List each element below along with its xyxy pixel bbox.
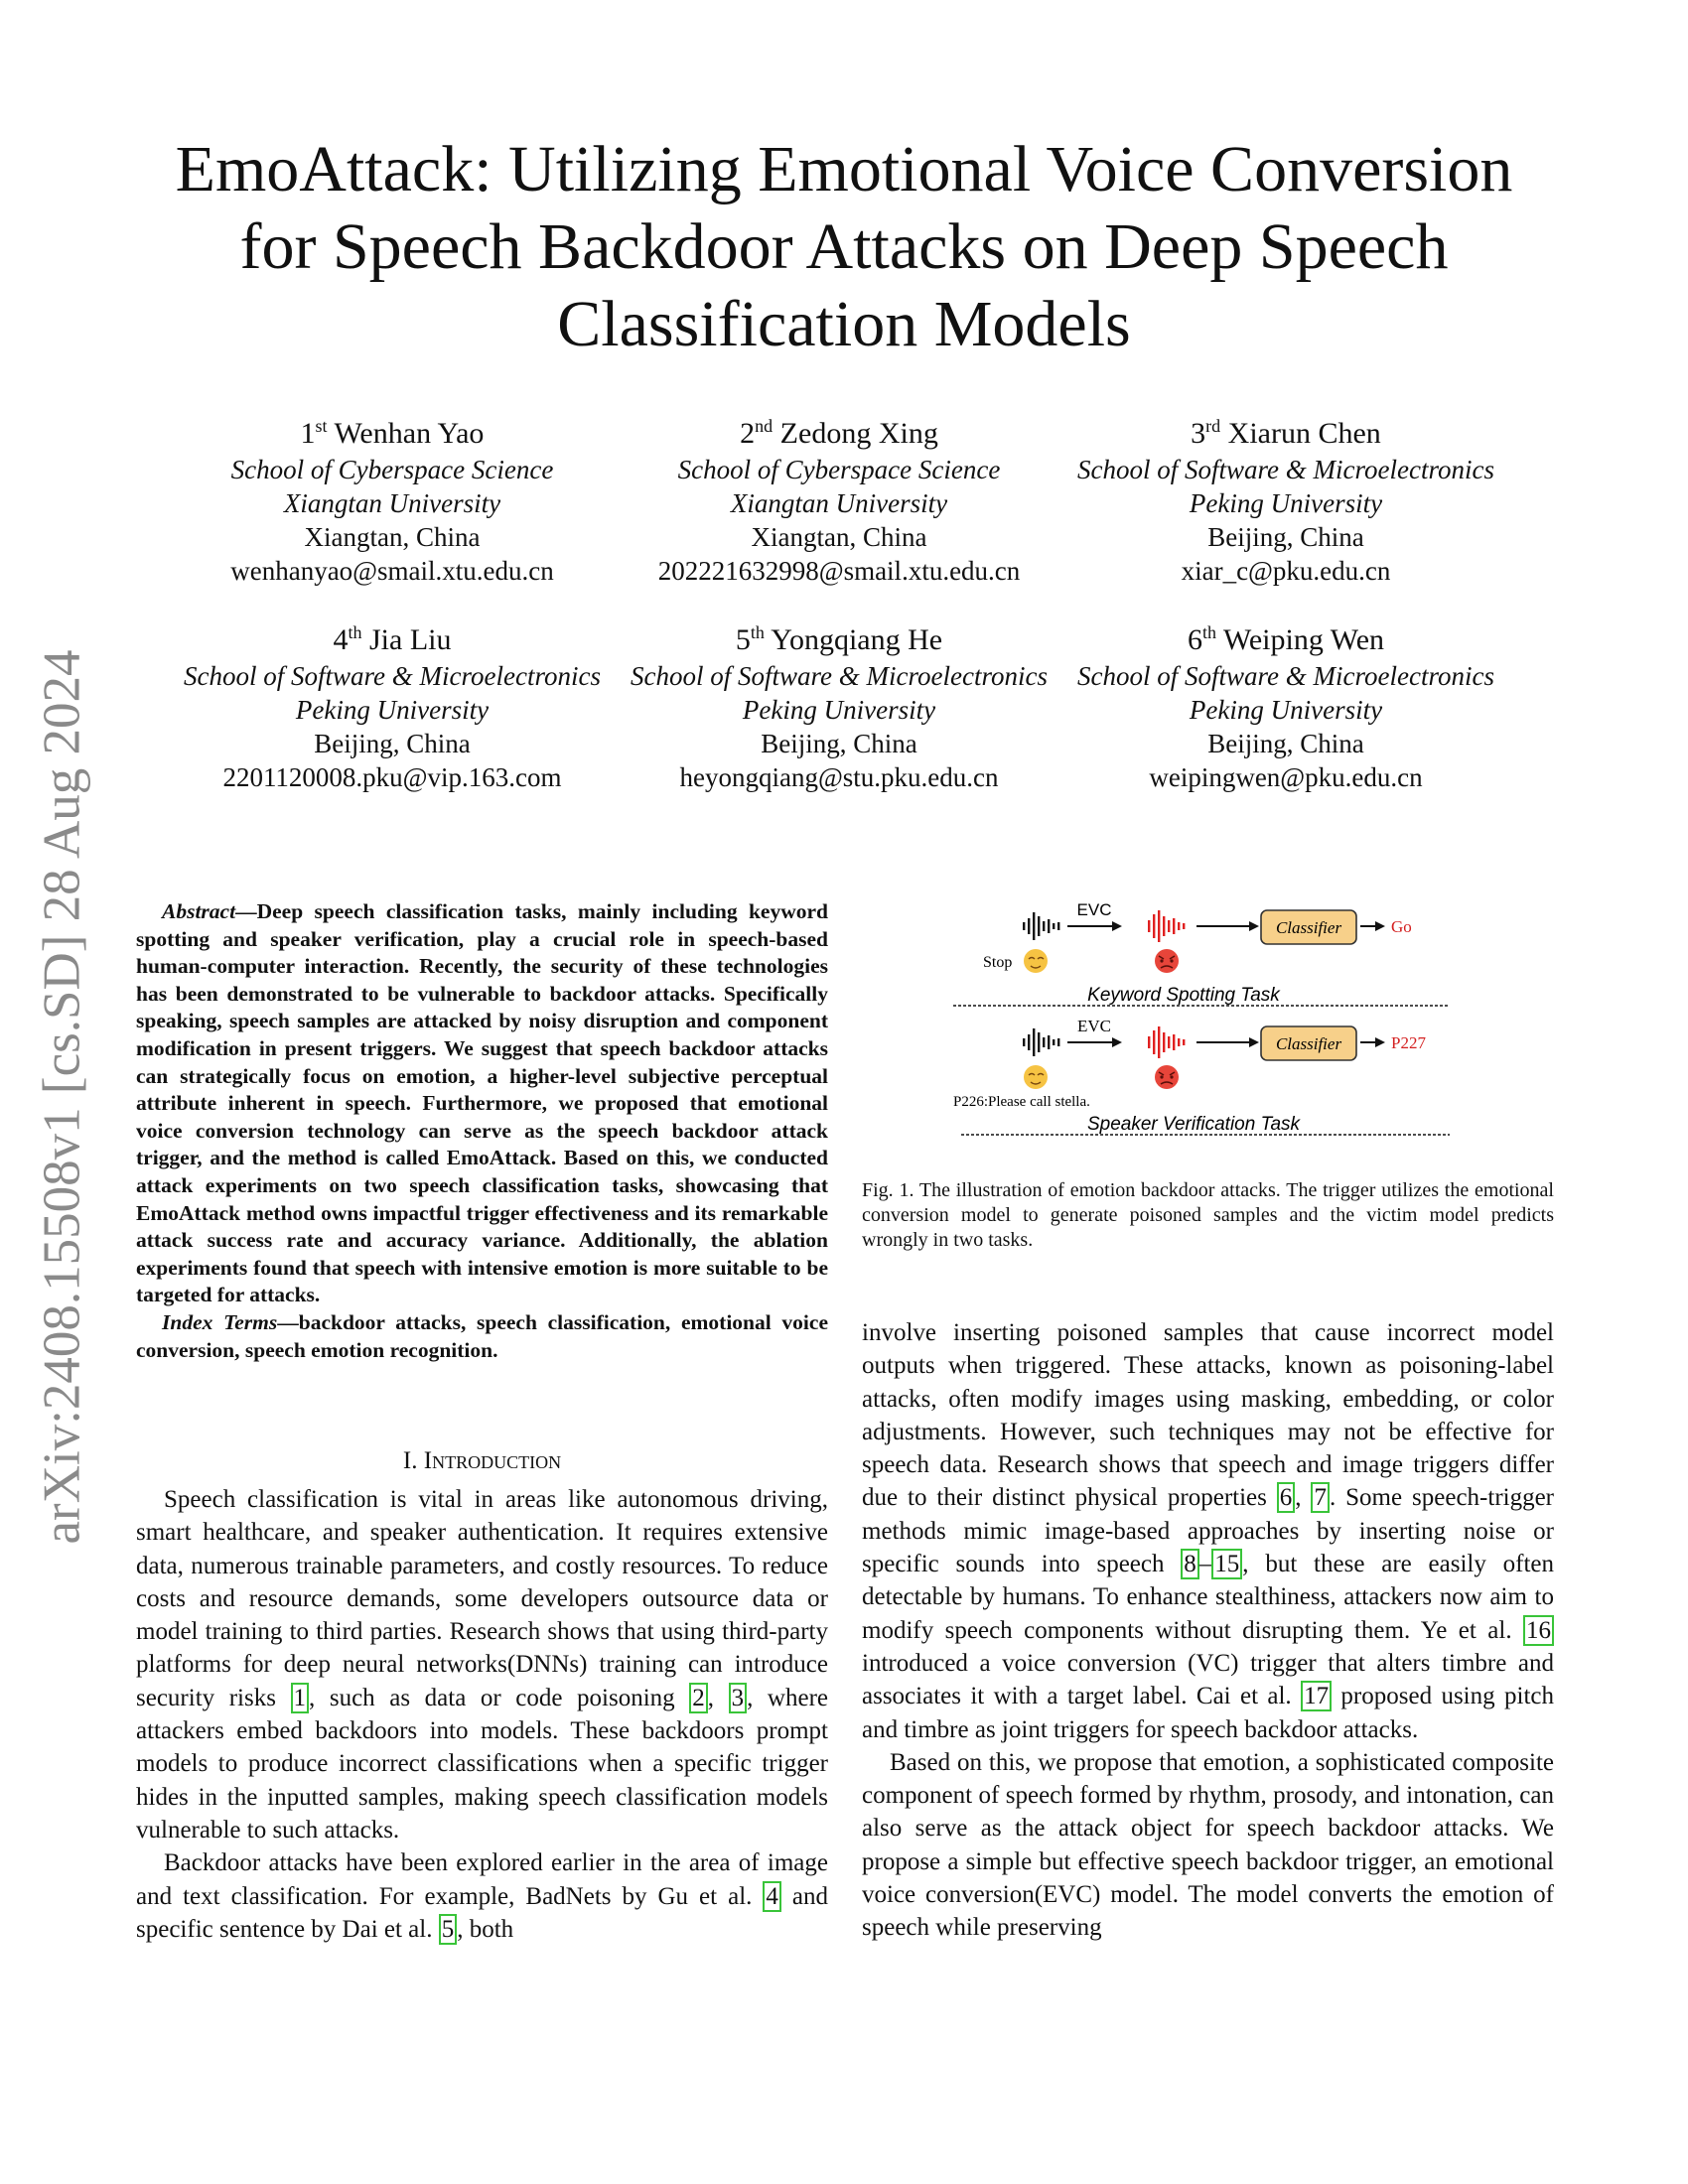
arxiv-stamp[interactable]: arXiv:2408.15508v1 [cs.SD] 28 Aug 2024 xyxy=(33,649,91,1545)
poisoned-waveform-1 xyxy=(1148,910,1185,942)
author-location: Beijing, China xyxy=(1207,522,1364,552)
clean-waveform-2 xyxy=(1023,1028,1059,1056)
title-line-3: Classification Models xyxy=(557,288,1131,360)
author-2 xyxy=(591,407,1087,588)
author-fullname: Jia Liu xyxy=(361,623,452,656)
author-ordinal-suffix: th xyxy=(348,622,362,642)
author-ordinal-suffix: th xyxy=(750,622,765,642)
author-email[interactable]: 202221632998@smail.xtu.edu.cn xyxy=(657,556,1021,586)
paper-title xyxy=(99,131,1589,363)
task1-name: Keyword Spotting Task xyxy=(1087,985,1280,1006)
task1-input: Stop xyxy=(983,954,1013,971)
task2-input: P226:Please call stella. xyxy=(953,1094,1090,1110)
author-department: School of Cyberspace Science xyxy=(677,455,1001,484)
figure-1-diagram xyxy=(953,888,1470,1142)
author-location: Beijing, China xyxy=(1207,729,1364,758)
author-location: Xiangtan, China xyxy=(751,522,927,552)
title-line-2: for Speech Backdoor Attacks on Deep Speech xyxy=(239,210,1449,283)
citation-link[interactable]: 17 xyxy=(1301,1681,1332,1711)
author-location: Beijing, China xyxy=(761,729,917,758)
angry-emoji-icon-2 xyxy=(1155,1065,1179,1089)
calm-emoji-icon-2 xyxy=(1024,1065,1048,1089)
author-university: Peking University xyxy=(295,695,490,725)
author-5 xyxy=(591,614,1087,794)
author-6 xyxy=(1038,614,1534,794)
classifier-label-1: Classifier xyxy=(1275,918,1342,937)
abstract-lead: Abstract xyxy=(162,899,236,923)
author-ordinal: 5 xyxy=(735,623,751,656)
task2-name: Speaker Verification Task xyxy=(1086,1114,1301,1135)
left-column-body xyxy=(136,1483,828,1946)
author-fullname: Weiping Wen xyxy=(1215,623,1385,656)
author-name xyxy=(144,614,640,659)
author-university: Xiangtan University xyxy=(730,488,948,518)
author-3 xyxy=(1038,407,1534,588)
author-location: Xiangtan, China xyxy=(304,522,481,552)
intro-paragraph-2: Backdoor attacks have been explored earlier in the area of image and text classification. For example, BadNets by Gu et al. 4 and specific sentence by Dai et al. 5 , both xyxy=(136,1849,828,1943)
classifier-label-2: Classifier xyxy=(1275,1034,1342,1053)
figure-caption: Fig. 1. The illustration of emotion backdoor attacks. The trigger utilizes the emotional conversion model to generate poisoned samples and the victim model predicts wrongly in two tasks. xyxy=(862,1179,1554,1251)
author-ordinal: 2 xyxy=(740,417,756,450)
author-ordinal-suffix: nd xyxy=(755,416,774,436)
calm-emoji-icon xyxy=(1024,949,1048,973)
citation-link[interactable]: 3 xyxy=(729,1683,748,1713)
author-ordinal: 1 xyxy=(300,417,316,450)
section-title: Introduction xyxy=(423,1447,562,1474)
poisoned-waveform-2 xyxy=(1148,1026,1185,1058)
citation-link[interactable]: 8 xyxy=(1181,1549,1199,1579)
author-ordinal: 6 xyxy=(1187,623,1202,656)
citation-link[interactable]: 2 xyxy=(689,1683,708,1713)
author-ordinal-suffix: st xyxy=(315,416,328,436)
author-department: School of Software & Microelectronics xyxy=(184,661,601,691)
author-email[interactable]: wenhanyao@smail.xtu.edu.cn xyxy=(230,556,554,586)
section-number: I. xyxy=(402,1447,424,1474)
index-terms-lead: Index Terms xyxy=(162,1309,278,1334)
author-name xyxy=(591,407,1087,453)
citation-link[interactable]: 7 xyxy=(1311,1482,1330,1513)
title-line-1: EmoAttack: Utilizing Emotional Voice Conversion xyxy=(175,133,1513,205)
author-email[interactable]: xiar_c@pku.edu.cn xyxy=(1181,556,1391,586)
author-fullname: Zedong Xing xyxy=(773,417,938,450)
author-ordinal: 3 xyxy=(1191,417,1206,450)
author-ordinal: 4 xyxy=(333,623,349,656)
citation-link[interactable]: 4 xyxy=(763,1881,781,1912)
author-university: Peking University xyxy=(742,695,936,725)
author-university: Peking University xyxy=(1189,488,1383,518)
evc-label-2: EVC xyxy=(1077,1017,1111,1035)
author-name xyxy=(591,614,1087,659)
citation-link[interactable]: 6 xyxy=(1277,1482,1296,1513)
clean-waveform-1 xyxy=(1023,912,1059,940)
right-paragraph-2: Based on this, we propose that emotion, a sophisticated composite component of speech formed by rhythm, prosody, and intonation, can also serve as the attack object for speech backdoor attacks. We propose a simple but effective speech backdoor trigger, an emotional voice conversion(EVC) model. The model converts the emotion of speech while preserving xyxy=(862,1748,1554,1942)
author-email[interactable]: heyongqiang@stu.pku.edu.cn xyxy=(679,762,999,792)
author-name xyxy=(144,407,640,453)
right-column-body xyxy=(862,1316,1554,1945)
abstract-text: —Deep speech classification tasks, mainly including keyword spotting and speaker verification, play a crucial role in speech-based human-computer interaction. Recently, the security of these technologies has been demonstrated to be vulnerable to backdoor attacks. Specifically speaking, speech samples are attacked by noisy disruption and component modification in present triggers. We suggest that speech backdoor attacks can strategically focus on emotion, a higher-level subjective perceptual attribute inherent in speech. Furthermore, we proposed that emotional voice conversion technology can serve as the speech backdoor attack trigger, and the method is called EmoAttack. Based on this, we conducted attack experiments on two speech classification tasks, showcasing that EmoAttack method owns impactful trigger effectiveness and its remarkable attack success rate and accuracy variance. Additionally, the ablation experiments found that speech with intensive emotion is more suitable to be targeted for attacks. xyxy=(136,899,828,1307)
author-fullname: Xiarun Chen xyxy=(1220,417,1381,450)
author-department: School of Cyberspace Science xyxy=(230,455,554,484)
author-name xyxy=(1038,614,1534,659)
author-location: Beijing, China xyxy=(314,729,471,758)
author-department: School of Software & Microelectronics xyxy=(631,661,1048,691)
author-email[interactable]: weipingwen@pku.edu.cn xyxy=(1149,762,1423,792)
index-terms-text: —backdoor attacks, speech classification, emotional voice conversion, speech emotion recognition. xyxy=(136,1309,828,1362)
citation-link[interactable]: 16 xyxy=(1523,1615,1554,1646)
citation-link[interactable]: 5 xyxy=(439,1914,458,1945)
task2-output: P227 xyxy=(1391,1033,1426,1052)
citation-link[interactable]: 1 xyxy=(291,1683,310,1713)
author-ordinal-suffix: th xyxy=(1201,622,1216,642)
intro-paragraph-1: Speech classification is vital in areas like autonomous driving, smart healthcare, and speaker authentication. It requires extensive data, numerous trainable parameters, and costly resources. To reduce costs and resource demands, some developers outsource data or model training to third parties. Research shows that using third-party platforms for deep neural networks(DNNs) training can introduce security risks 1 , such as data or code poisoning 2 , 3 , where attackers embed backdoors into models. These backdoors prompt models to produce incorrect classifications when a specific trigger hides in the inputted samples, making speech classification models vulnerable to such attacks. xyxy=(136,1486,828,1843)
angry-emoji-icon xyxy=(1155,949,1179,973)
author-fullname: Yongqiang He xyxy=(764,623,943,656)
author-university: Xiangtan University xyxy=(283,488,501,518)
task1-output: Go xyxy=(1391,917,1412,936)
author-university: Peking University xyxy=(1189,695,1383,725)
abstract xyxy=(136,898,828,1364)
author-department: School of Software & Microelectronics xyxy=(1077,455,1494,484)
author-name xyxy=(1038,407,1534,453)
author-fullname: Wenhan Yao xyxy=(327,417,485,450)
citation-link[interactable]: 15 xyxy=(1211,1549,1242,1579)
author-ordinal-suffix: rd xyxy=(1205,416,1221,436)
author-4 xyxy=(144,614,640,794)
evc-label-1: EVC xyxy=(1076,900,1112,919)
section-heading xyxy=(136,1447,828,1475)
right-paragraph-1: involve inserting poisoned samples that cause incorrect model outputs when triggered. These attacks, known as poisoning-label attacks, often modify images using masking, embedding, or color adjustments. However, such techniques may not be effective for speech data. Research shows that speech and image triggers differ due to their distinct physical properties 6 , 7 . Some speech-trigger methods mimic image-based approaches by inserting noise or specific sounds into speech 8 – 15 , but these are easily often detectable by humans. To enhance stealthiness, attackers now aim to modify speech components without disrupting them. Ye et al. 16 introduced a voice conversion (VC) trigger that alters timbre and associates it with a target label. Cai et al. 17 proposed using pitch and timbre as joint triggers for speech backdoor attacks. xyxy=(862,1319,1555,1743)
author-email[interactable]: 2201120008.pku@vip.163.com xyxy=(222,762,562,792)
author-department: School of Software & Microelectronics xyxy=(1077,661,1494,691)
author-1 xyxy=(144,407,640,588)
